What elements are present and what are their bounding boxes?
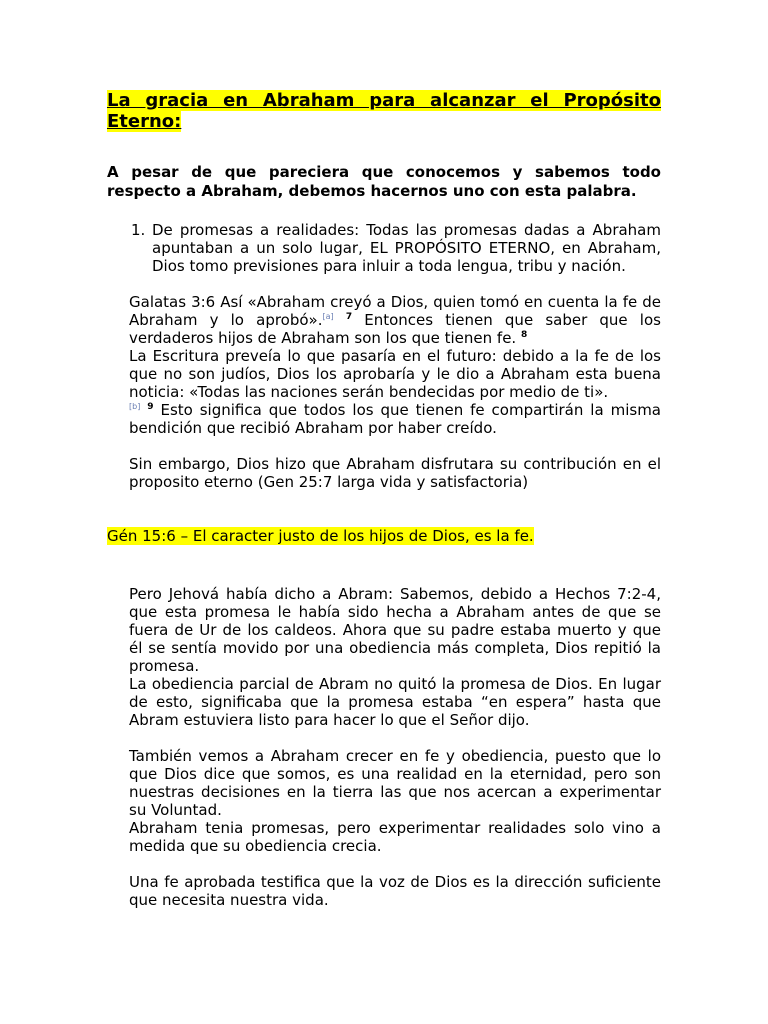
abraham-tenia-text: Abraham tenia promesas, pero experimentar realidades solo vino a medida que su obediencia crecia. <box>129 819 661 855</box>
pero-jehova-text: Pero Jehová había dicho a Abram: Sabemos, debido a Hechos 7:2-4, que esta promesa le había sido hecha a Abraham antes de que se fuera de Ur de los caldeos. Ahora que su padre estaba muerto y que él se sentía movido por una obediencia más completa, Dios repitió la promesa. <box>129 585 661 675</box>
galatas-verse-9: Esto significa que todos los que tienen fe compartirán la misma bendición que recibió Abraham por haber creído. <box>129 401 661 437</box>
document-title: La gracia en Abraham para alcanzar el Propósito Eterno: <box>107 90 661 132</box>
una-fe-paragraph: Una fe aprobada testifica que la voz de Dios es la dirección suficiente que necesita nuestra vida. <box>129 873 661 909</box>
list-item <box>107 221 661 275</box>
galatas-verse-7: Entonces tienen que saber que los verdaderos hijos de Abraham son los que tienen fe. <box>129 311 661 347</box>
verse-number-8: 8 <box>520 330 528 340</box>
pero-jehova-paragraph <box>107 585 661 729</box>
section-heading: Gén 15:6 – El caracter justo de los hijos de Dios, es la fe. <box>107 527 534 545</box>
lead-paragraph: A pesar de que pareciera que conocemos y sabemos todo respecto a Abraham, debemos hacernos uno con esta palabra. <box>107 163 661 200</box>
sin-embargo-paragraph: Sin embargo, Dios hizo que Abraham disfrutara su contribución en el proposito eterno (Gen 25:7 larga vida y satisfactoria) <box>129 455 661 491</box>
verse-number-9: 9 <box>147 402 154 412</box>
galatas-paragraph <box>107 293 661 437</box>
numbered-list <box>107 221 661 275</box>
tambien-paragraph <box>107 747 661 855</box>
galatas-verse-8: La Escritura preveía lo que pasaría en el futuro: debido a la fe de los que no son judíos, Dios los aprobaría y le dio a Abraham esta buena noticia: «Todas las naciones serán bendecidas por medio de ti». <box>129 347 661 401</box>
footnote-ref-b[interactable]: [b] <box>129 402 141 411</box>
list-item-text: De promesas a realidades: Todas las promesas dadas a Abraham apuntaban a un solo lugar, EL PROPÓSITO ETERNO, en Abraham, Dios tomo previsiones para inluir a toda lengua, tribu y nación. <box>152 221 661 275</box>
verse-number-7: 7 <box>345 312 353 322</box>
tambien-text: También vemos a Abraham crecer en fe y obediencia, puesto que lo que Dios dice que somos, es una realidad en la eternidad, pero son nuestras decisiones en la tierra las que nos acercan a experimentar su Voluntad. <box>129 747 661 819</box>
list-item-number: 1. <box>131 221 146 239</box>
footnote-ref-a[interactable]: [a] <box>322 312 334 321</box>
galatas-verse-6: Galatas 3:6 Así «Abraham creyó a Dios, quien tomó en cuenta la fe de Abraham y lo aprobó». <box>129 293 661 329</box>
obediencia-parcial-text: La obediencia parcial de Abram no quitó la promesa de Dios. En lugar de esto, significaba que la promesa estaba “en espera” hasta que Abram estuviera listo para hacer lo que el Señor dijo. <box>129 675 661 729</box>
document-page <box>107 90 661 909</box>
